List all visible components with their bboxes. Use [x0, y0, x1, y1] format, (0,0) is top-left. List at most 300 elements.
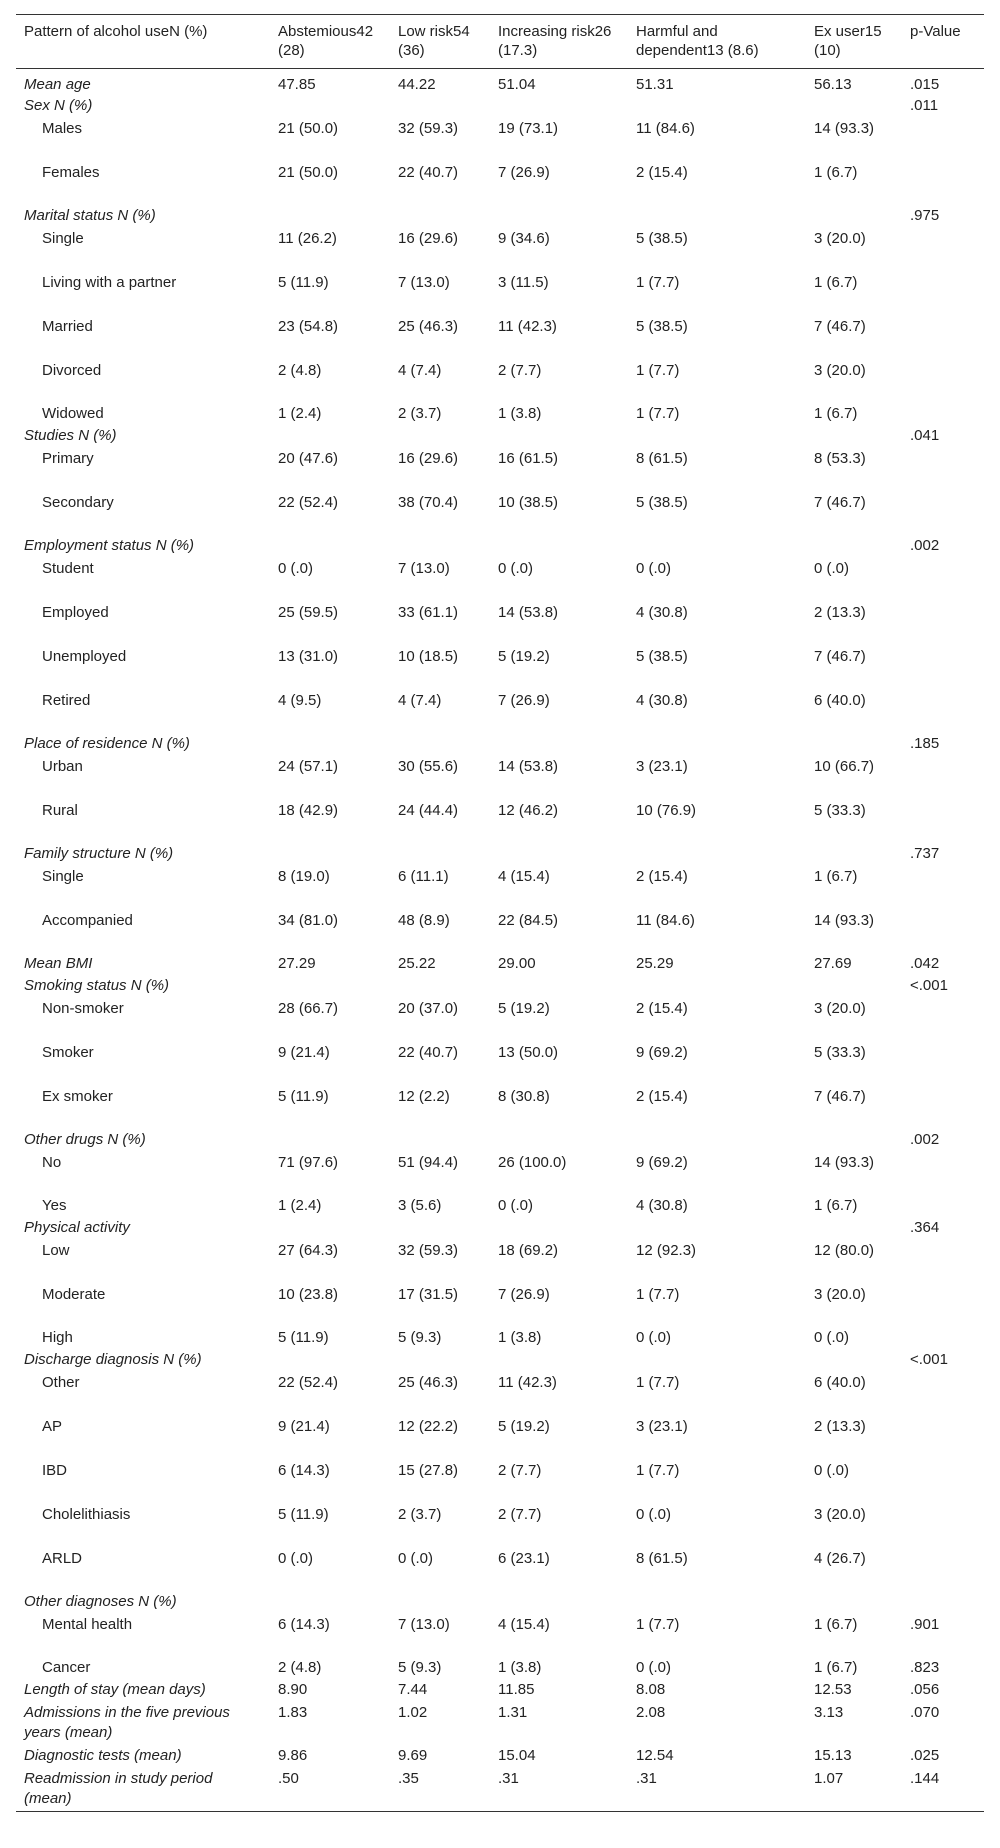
cell-low-risk: 22 (40.7)	[398, 164, 459, 181]
cell-harmful-dependent: .31	[636, 1770, 657, 1787]
table-row	[16, 1349, 984, 1371]
table-row	[16, 601, 984, 645]
table-row	[16, 645, 984, 689]
cell-increasing-risk: 12 (46.2)	[498, 802, 559, 819]
cell-p-value	[902, 557, 984, 601]
table-row	[16, 69, 984, 96]
cell-increasing-risk: 8 (30.8)	[498, 1088, 550, 1105]
cell-p-value	[902, 491, 984, 535]
cell-abstemious	[270, 975, 390, 997]
cell-harmful-dependent: 1 (7.7)	[636, 1286, 680, 1303]
cell-ex-user: 1 (6.7)	[814, 274, 858, 291]
table-row	[16, 975, 984, 997]
cell-increasing-risk: 2 (7.7)	[498, 1462, 542, 1479]
header-cell-harmful-dependent: Harmful and dependent13 (8.6)	[636, 23, 759, 59]
cell-ex-user: 0 (.0)	[814, 1462, 850, 1479]
row-category-label: Non-smoker	[42, 1000, 124, 1017]
row-category-label: Smoker	[42, 1044, 94, 1061]
cell-p-value	[902, 601, 984, 645]
row-category-label: Females	[42, 164, 100, 181]
row-section-label: Diagnostic tests (mean)	[24, 1747, 182, 1764]
cell-abstemious: 1 (2.4)	[278, 405, 322, 422]
cell-p-value: .144	[910, 1770, 940, 1787]
cell-low-risk: 7 (13.0)	[398, 274, 450, 291]
row-section-label: Physical activity	[24, 1219, 130, 1236]
table-row	[16, 1129, 984, 1151]
cell-harmful-dependent: 8 (61.5)	[636, 450, 688, 467]
cell-harmful-dependent	[628, 733, 806, 755]
data-table-container	[16, 14, 984, 1812]
cell-harmful-dependent: 1 (7.7)	[636, 362, 680, 379]
cell-low-risk: 20 (37.0)	[398, 1000, 459, 1017]
table-row	[16, 1701, 984, 1745]
cell-harmful-dependent: 5 (38.5)	[636, 494, 688, 511]
cell-ex-user	[806, 843, 902, 865]
cell-harmful-dependent: 4 (30.8)	[636, 692, 688, 709]
cell-increasing-risk: 4 (15.4)	[498, 1616, 550, 1633]
table-row	[16, 227, 984, 271]
header-cell-ex-user: Ex user15 (10)	[814, 23, 882, 59]
cell-harmful-dependent: 0 (.0)	[636, 1329, 672, 1346]
cell-abstemious: 22 (52.4)	[278, 494, 339, 511]
cell-harmful-dependent: 9 (69.2)	[636, 1154, 688, 1171]
table-row	[16, 1679, 984, 1701]
row-category-label: Cholelithiasis	[42, 1506, 131, 1523]
cell-ex-user: 3 (20.0)	[814, 230, 866, 247]
table-row	[16, 117, 984, 161]
table-row	[16, 1415, 984, 1459]
cell-low-risk: 2 (3.7)	[398, 1506, 442, 1523]
row-category-label: Males	[42, 120, 83, 137]
cell-p-value	[902, 865, 984, 909]
cell-harmful-dependent	[628, 1349, 806, 1371]
cell-p-value	[902, 403, 984, 425]
cell-increasing-risk: 1 (3.8)	[498, 405, 542, 422]
cell-abstemious: 11 (26.2)	[278, 230, 337, 247]
cell-harmful-dependent: 12.54	[636, 1747, 674, 1764]
cell-p-value	[902, 689, 984, 733]
cell-ex-user: 10 (66.7)	[814, 758, 875, 775]
row-category-label: Student	[42, 560, 94, 577]
cell-ex-user: 2 (13.3)	[814, 1418, 866, 1435]
cell-abstemious	[270, 1217, 390, 1239]
cell-increasing-risk	[490, 733, 628, 755]
cell-p-value	[902, 997, 984, 1041]
cell-p-value: .011	[910, 97, 939, 114]
cell-increasing-risk: 14 (53.8)	[498, 604, 559, 621]
cell-increasing-risk: 2 (7.7)	[498, 362, 542, 379]
cell-low-risk: 24 (44.4)	[398, 802, 459, 819]
cell-ex-user: 7 (46.7)	[814, 318, 866, 335]
cell-abstemious	[270, 425, 390, 447]
cell-increasing-risk: .31	[498, 1770, 519, 1787]
cell-harmful-dependent: 1 (7.7)	[636, 405, 680, 422]
cell-p-value	[902, 117, 984, 161]
table-row	[16, 95, 984, 117]
cell-increasing-risk: 10 (38.5)	[498, 494, 559, 511]
cell-ex-user: 3 (20.0)	[814, 1506, 866, 1523]
table-row	[16, 1745, 984, 1767]
row-category-label: Cancer	[42, 1659, 91, 1676]
cell-harmful-dependent: 2.08	[636, 1704, 666, 1721]
cell-harmful-dependent: 1 (7.7)	[636, 1616, 680, 1633]
cell-p-value: .737	[910, 845, 940, 862]
cell-low-risk: 38 (70.4)	[398, 494, 459, 511]
cell-abstemious: 34 (81.0)	[278, 912, 339, 929]
row-section-label: Employment status N (%)	[24, 537, 195, 554]
row-section-label: Smoking status N (%)	[24, 977, 170, 994]
cell-harmful-dependent: 12 (92.3)	[636, 1242, 697, 1259]
cell-p-value	[902, 1151, 984, 1195]
cell-increasing-risk: 29.00	[498, 955, 536, 972]
row-category-label: Employed	[42, 604, 109, 621]
cell-harmful-dependent: 11 (84.6)	[636, 912, 695, 929]
cell-abstemious: 8 (19.0)	[278, 868, 330, 885]
cell-low-risk: 32 (59.3)	[398, 120, 459, 137]
cell-low-risk	[390, 425, 490, 447]
cell-harmful-dependent: 3 (23.1)	[636, 1418, 688, 1435]
header-row	[16, 15, 984, 69]
cell-low-risk	[390, 975, 490, 997]
cell-low-risk: 12 (22.2)	[398, 1418, 459, 1435]
cell-harmful-dependent: 2 (15.4)	[636, 868, 688, 885]
cell-increasing-risk: 11 (42.3)	[498, 1374, 557, 1391]
cell-harmful-dependent: 5 (38.5)	[636, 648, 688, 665]
cell-ex-user	[806, 1129, 902, 1151]
cell-ex-user: 3 (20.0)	[814, 1286, 866, 1303]
row-category-label: No	[42, 1154, 62, 1171]
row-section-label: Readmission in study period (mean)	[24, 1770, 213, 1807]
table-row	[16, 425, 984, 447]
cell-low-risk: 22 (40.7)	[398, 1044, 459, 1061]
alcohol-use-table	[16, 14, 984, 1812]
cell-increasing-risk: 22 (84.5)	[498, 912, 559, 929]
row-category-label: IBD	[42, 1462, 68, 1479]
cell-p-value: .185	[910, 735, 940, 752]
cell-p-value	[902, 315, 984, 359]
cell-low-risk: 16 (29.6)	[398, 230, 459, 247]
cell-low-risk: 7 (13.0)	[398, 560, 450, 577]
table-row	[16, 1613, 984, 1657]
cell-p-value	[902, 1415, 984, 1459]
cell-harmful-dependent: 10 (76.9)	[636, 802, 697, 819]
cell-increasing-risk: 4 (15.4)	[498, 868, 550, 885]
cell-harmful-dependent: 8 (61.5)	[636, 1550, 688, 1567]
table-header	[16, 15, 984, 69]
cell-increasing-risk	[490, 95, 628, 117]
cell-p-value	[902, 909, 984, 953]
cell-ex-user: 7 (46.7)	[814, 494, 866, 511]
cell-low-risk: 16 (29.6)	[398, 450, 459, 467]
cell-ex-user: 12 (80.0)	[814, 1242, 875, 1259]
row-section-label: Length of stay (mean days)	[24, 1681, 206, 1698]
cell-abstemious: 23 (54.8)	[278, 318, 339, 335]
cell-low-risk: 25.22	[398, 955, 436, 972]
table-row	[16, 557, 984, 601]
table-row	[16, 997, 984, 1041]
cell-harmful-dependent	[628, 1591, 806, 1613]
cell-increasing-risk: 0 (.0)	[498, 1197, 534, 1214]
table-row	[16, 1459, 984, 1503]
cell-p-value: .823	[910, 1659, 940, 1676]
cell-abstemious: 18 (42.9)	[278, 802, 339, 819]
table-row	[16, 1195, 984, 1217]
cell-low-risk: 7 (13.0)	[398, 1616, 450, 1633]
cell-abstemious: .50	[278, 1770, 299, 1787]
table-row	[16, 1371, 984, 1415]
row-section-label: Mean age	[24, 76, 91, 93]
cell-increasing-risk: 7 (26.9)	[498, 1286, 550, 1303]
cell-abstemious	[270, 843, 390, 865]
cell-ex-user: 14 (93.3)	[814, 912, 875, 929]
cell-low-risk	[390, 733, 490, 755]
table-row	[16, 359, 984, 403]
cell-abstemious: 8.90	[278, 1681, 308, 1698]
cell-increasing-risk: 5 (19.2)	[498, 648, 550, 665]
cell-abstemious: 4 (9.5)	[278, 692, 322, 709]
cell-increasing-risk	[490, 1217, 628, 1239]
cell-abstemious: 22 (52.4)	[278, 1374, 339, 1391]
table-row	[16, 799, 984, 843]
row-category-label: Rural	[42, 802, 78, 819]
cell-increasing-risk: 7 (26.9)	[498, 164, 550, 181]
cell-low-risk: 10 (18.5)	[398, 648, 459, 665]
table-row	[16, 1217, 984, 1239]
header-cell-low-risk: Low risk54 (36)	[398, 23, 470, 59]
row-section-label: Admissions in the five previous years (mean)	[24, 1704, 230, 1741]
cell-harmful-dependent	[628, 535, 806, 557]
cell-low-risk	[390, 1349, 490, 1371]
cell-harmful-dependent: 5 (38.5)	[636, 230, 688, 247]
cell-ex-user: 15.13	[814, 1747, 852, 1764]
table-row	[16, 1041, 984, 1085]
row-category-label: Secondary	[42, 494, 114, 511]
cell-harmful-dependent: 51.31	[636, 76, 674, 93]
cell-p-value	[902, 161, 984, 205]
cell-p-value	[902, 1591, 984, 1613]
row-section-label: Sex N (%)	[24, 97, 93, 114]
cell-abstemious: 9.86	[278, 1747, 308, 1764]
cell-p-value: .042	[910, 955, 940, 972]
table-row	[16, 1767, 984, 1811]
cell-harmful-dependent	[628, 425, 806, 447]
cell-low-risk: 1.02	[398, 1704, 428, 1721]
cell-low-risk	[390, 95, 490, 117]
row-category-label: Moderate	[42, 1286, 106, 1303]
cell-abstemious: 5 (11.9)	[278, 1506, 329, 1523]
cell-abstemious: 5 (11.9)	[278, 1329, 329, 1346]
header-cell-increasing-risk: Increasing risk26 (17.3)	[498, 23, 612, 59]
cell-harmful-dependent: 1 (7.7)	[636, 1374, 680, 1391]
cell-p-value	[902, 1041, 984, 1085]
row-category-label: Living with a partner	[42, 274, 177, 291]
row-category-label: Married	[42, 318, 93, 335]
row-category-label: Single	[42, 230, 84, 247]
cell-ex-user	[806, 535, 902, 557]
cell-ex-user: 3 (20.0)	[814, 1000, 866, 1017]
table-row	[16, 1283, 984, 1327]
cell-low-risk	[390, 205, 490, 227]
cell-abstemious	[270, 733, 390, 755]
cell-abstemious: 6 (14.3)	[278, 1616, 330, 1633]
cell-p-value	[902, 1459, 984, 1503]
cell-increasing-risk	[490, 205, 628, 227]
cell-increasing-risk: 11 (42.3)	[498, 318, 557, 335]
cell-harmful-dependent: 5 (38.5)	[636, 318, 688, 335]
cell-p-value	[902, 1371, 984, 1415]
cell-increasing-risk	[490, 1349, 628, 1371]
row-section-label: Mean BMI	[24, 955, 93, 972]
cell-harmful-dependent	[628, 1129, 806, 1151]
cell-p-value: .015	[910, 76, 940, 93]
table-row	[16, 755, 984, 799]
cell-increasing-risk	[490, 843, 628, 865]
row-section-label: Family structure N (%)	[24, 845, 174, 862]
table-row	[16, 315, 984, 359]
cell-ex-user	[806, 205, 902, 227]
cell-abstemious: 47.85	[278, 76, 316, 93]
cell-ex-user: 6 (40.0)	[814, 692, 866, 709]
cell-p-value: .056	[910, 1681, 940, 1698]
header-cell-pattern: Pattern of alcohol useN (%)	[24, 23, 208, 40]
row-section-label: Other drugs N (%)	[24, 1131, 146, 1148]
table-body	[16, 69, 984, 1812]
cell-ex-user	[806, 1591, 902, 1613]
row-category-label: Retired	[42, 692, 91, 709]
cell-increasing-risk	[490, 1591, 628, 1613]
cell-increasing-risk: 9 (34.6)	[498, 230, 550, 247]
cell-harmful-dependent: 9 (69.2)	[636, 1044, 688, 1061]
cell-p-value	[902, 271, 984, 315]
cell-harmful-dependent	[628, 95, 806, 117]
cell-low-risk: 48 (8.9)	[398, 912, 450, 929]
cell-abstemious: 21 (50.0)	[278, 120, 339, 137]
table-row	[16, 1547, 984, 1591]
row-category-label: Mental health	[42, 1616, 133, 1633]
cell-low-risk: 7.44	[398, 1681, 428, 1698]
cell-ex-user	[806, 425, 902, 447]
cell-increasing-risk: 1.31	[498, 1704, 528, 1721]
header-cell-p-value: p-Value	[910, 23, 961, 40]
cell-low-risk	[390, 1129, 490, 1151]
cell-p-value: .041	[910, 427, 940, 444]
cell-harmful-dependent: 0 (.0)	[636, 1506, 672, 1523]
cell-increasing-risk: 51.04	[498, 76, 536, 93]
cell-p-value: .025	[910, 1747, 940, 1764]
cell-abstemious: 10 (23.8)	[278, 1286, 339, 1303]
cell-harmful-dependent: 25.29	[636, 955, 674, 972]
table-row	[16, 1503, 984, 1547]
cell-ex-user	[806, 1349, 902, 1371]
cell-harmful-dependent: 1 (7.7)	[636, 1462, 680, 1479]
cell-abstemious: 0 (.0)	[278, 1550, 314, 1567]
cell-low-risk: 5 (9.3)	[398, 1659, 442, 1676]
table-row	[16, 1085, 984, 1129]
cell-increasing-risk	[490, 535, 628, 557]
cell-ex-user: 6 (40.0)	[814, 1374, 866, 1391]
cell-abstemious: 27.29	[278, 955, 316, 972]
cell-low-risk: 12 (2.2)	[398, 1088, 450, 1105]
cell-abstemious: 9 (21.4)	[278, 1044, 330, 1061]
row-category-label: Other	[42, 1374, 80, 1391]
cell-harmful-dependent: 8.08	[636, 1681, 666, 1698]
cell-ex-user: 14 (93.3)	[814, 120, 875, 137]
cell-abstemious: 1.83	[278, 1704, 308, 1721]
table-row	[16, 1591, 984, 1613]
cell-ex-user: 14 (93.3)	[814, 1154, 875, 1171]
cell-abstemious: 13 (31.0)	[278, 648, 339, 665]
table-row	[16, 953, 984, 975]
cell-p-value	[902, 799, 984, 843]
cell-abstemious: 24 (57.1)	[278, 758, 339, 775]
cell-low-risk: 4 (7.4)	[398, 362, 442, 379]
table-row	[16, 447, 984, 491]
cell-low-risk: 3 (5.6)	[398, 1197, 442, 1214]
cell-increasing-risk	[490, 975, 628, 997]
cell-ex-user: 1 (6.7)	[814, 1616, 858, 1633]
cell-low-risk	[390, 1591, 490, 1613]
cell-ex-user	[806, 1217, 902, 1239]
row-section-label: Place of residence N (%)	[24, 735, 190, 752]
cell-p-value: <.001	[910, 977, 948, 994]
cell-ex-user	[806, 733, 902, 755]
cell-low-risk	[390, 535, 490, 557]
table-row	[16, 1151, 984, 1195]
row-section-label: Discharge diagnosis N (%)	[24, 1351, 202, 1368]
cell-p-value	[902, 227, 984, 271]
cell-low-risk: 25 (46.3)	[398, 1374, 459, 1391]
row-section-label: Other diagnoses N (%)	[24, 1593, 177, 1610]
cell-increasing-risk: 18 (69.2)	[498, 1242, 559, 1259]
row-category-label: AP	[42, 1418, 63, 1435]
cell-p-value: .002	[910, 537, 940, 554]
table-row	[16, 535, 984, 557]
cell-harmful-dependent: 2 (15.4)	[636, 1000, 688, 1017]
row-category-label: Divorced	[42, 362, 102, 379]
cell-p-value: <.001	[910, 1351, 948, 1368]
cell-ex-user	[806, 95, 902, 117]
cell-ex-user: 0 (.0)	[814, 560, 850, 577]
cell-ex-user: 4 (26.7)	[814, 1550, 866, 1567]
cell-ex-user: 3 (20.0)	[814, 362, 866, 379]
row-category-label: Low	[42, 1242, 70, 1259]
row-category-label: Unemployed	[42, 648, 127, 665]
cell-harmful-dependent: 2 (15.4)	[636, 1088, 688, 1105]
row-category-label: Ex smoker	[42, 1088, 113, 1105]
cell-low-risk: 25 (46.3)	[398, 318, 459, 335]
cell-abstemious: 0 (.0)	[278, 560, 314, 577]
cell-low-risk: 0 (.0)	[398, 1550, 434, 1567]
cell-abstemious	[270, 205, 390, 227]
cell-low-risk: 17 (31.5)	[398, 1286, 459, 1303]
cell-increasing-risk	[490, 425, 628, 447]
row-category-label: Urban	[42, 758, 83, 775]
table-row	[16, 733, 984, 755]
cell-abstemious: 1 (2.4)	[278, 1197, 322, 1214]
cell-p-value: .002	[910, 1131, 940, 1148]
cell-low-risk: 4 (7.4)	[398, 692, 442, 709]
header-cell-abstemious: Abstemious42 (28)	[278, 23, 374, 59]
cell-ex-user: 1 (6.7)	[814, 405, 858, 422]
row-category-label: High	[42, 1329, 73, 1346]
cell-harmful-dependent: 0 (.0)	[636, 560, 672, 577]
cell-abstemious	[270, 95, 390, 117]
cell-low-risk: 33 (61.1)	[398, 604, 459, 621]
cell-p-value: .364	[910, 1219, 940, 1236]
cell-low-risk: 15 (27.8)	[398, 1462, 459, 1479]
cell-increasing-risk: 7 (26.9)	[498, 692, 550, 709]
cell-harmful-dependent: 11 (84.6)	[636, 120, 695, 137]
